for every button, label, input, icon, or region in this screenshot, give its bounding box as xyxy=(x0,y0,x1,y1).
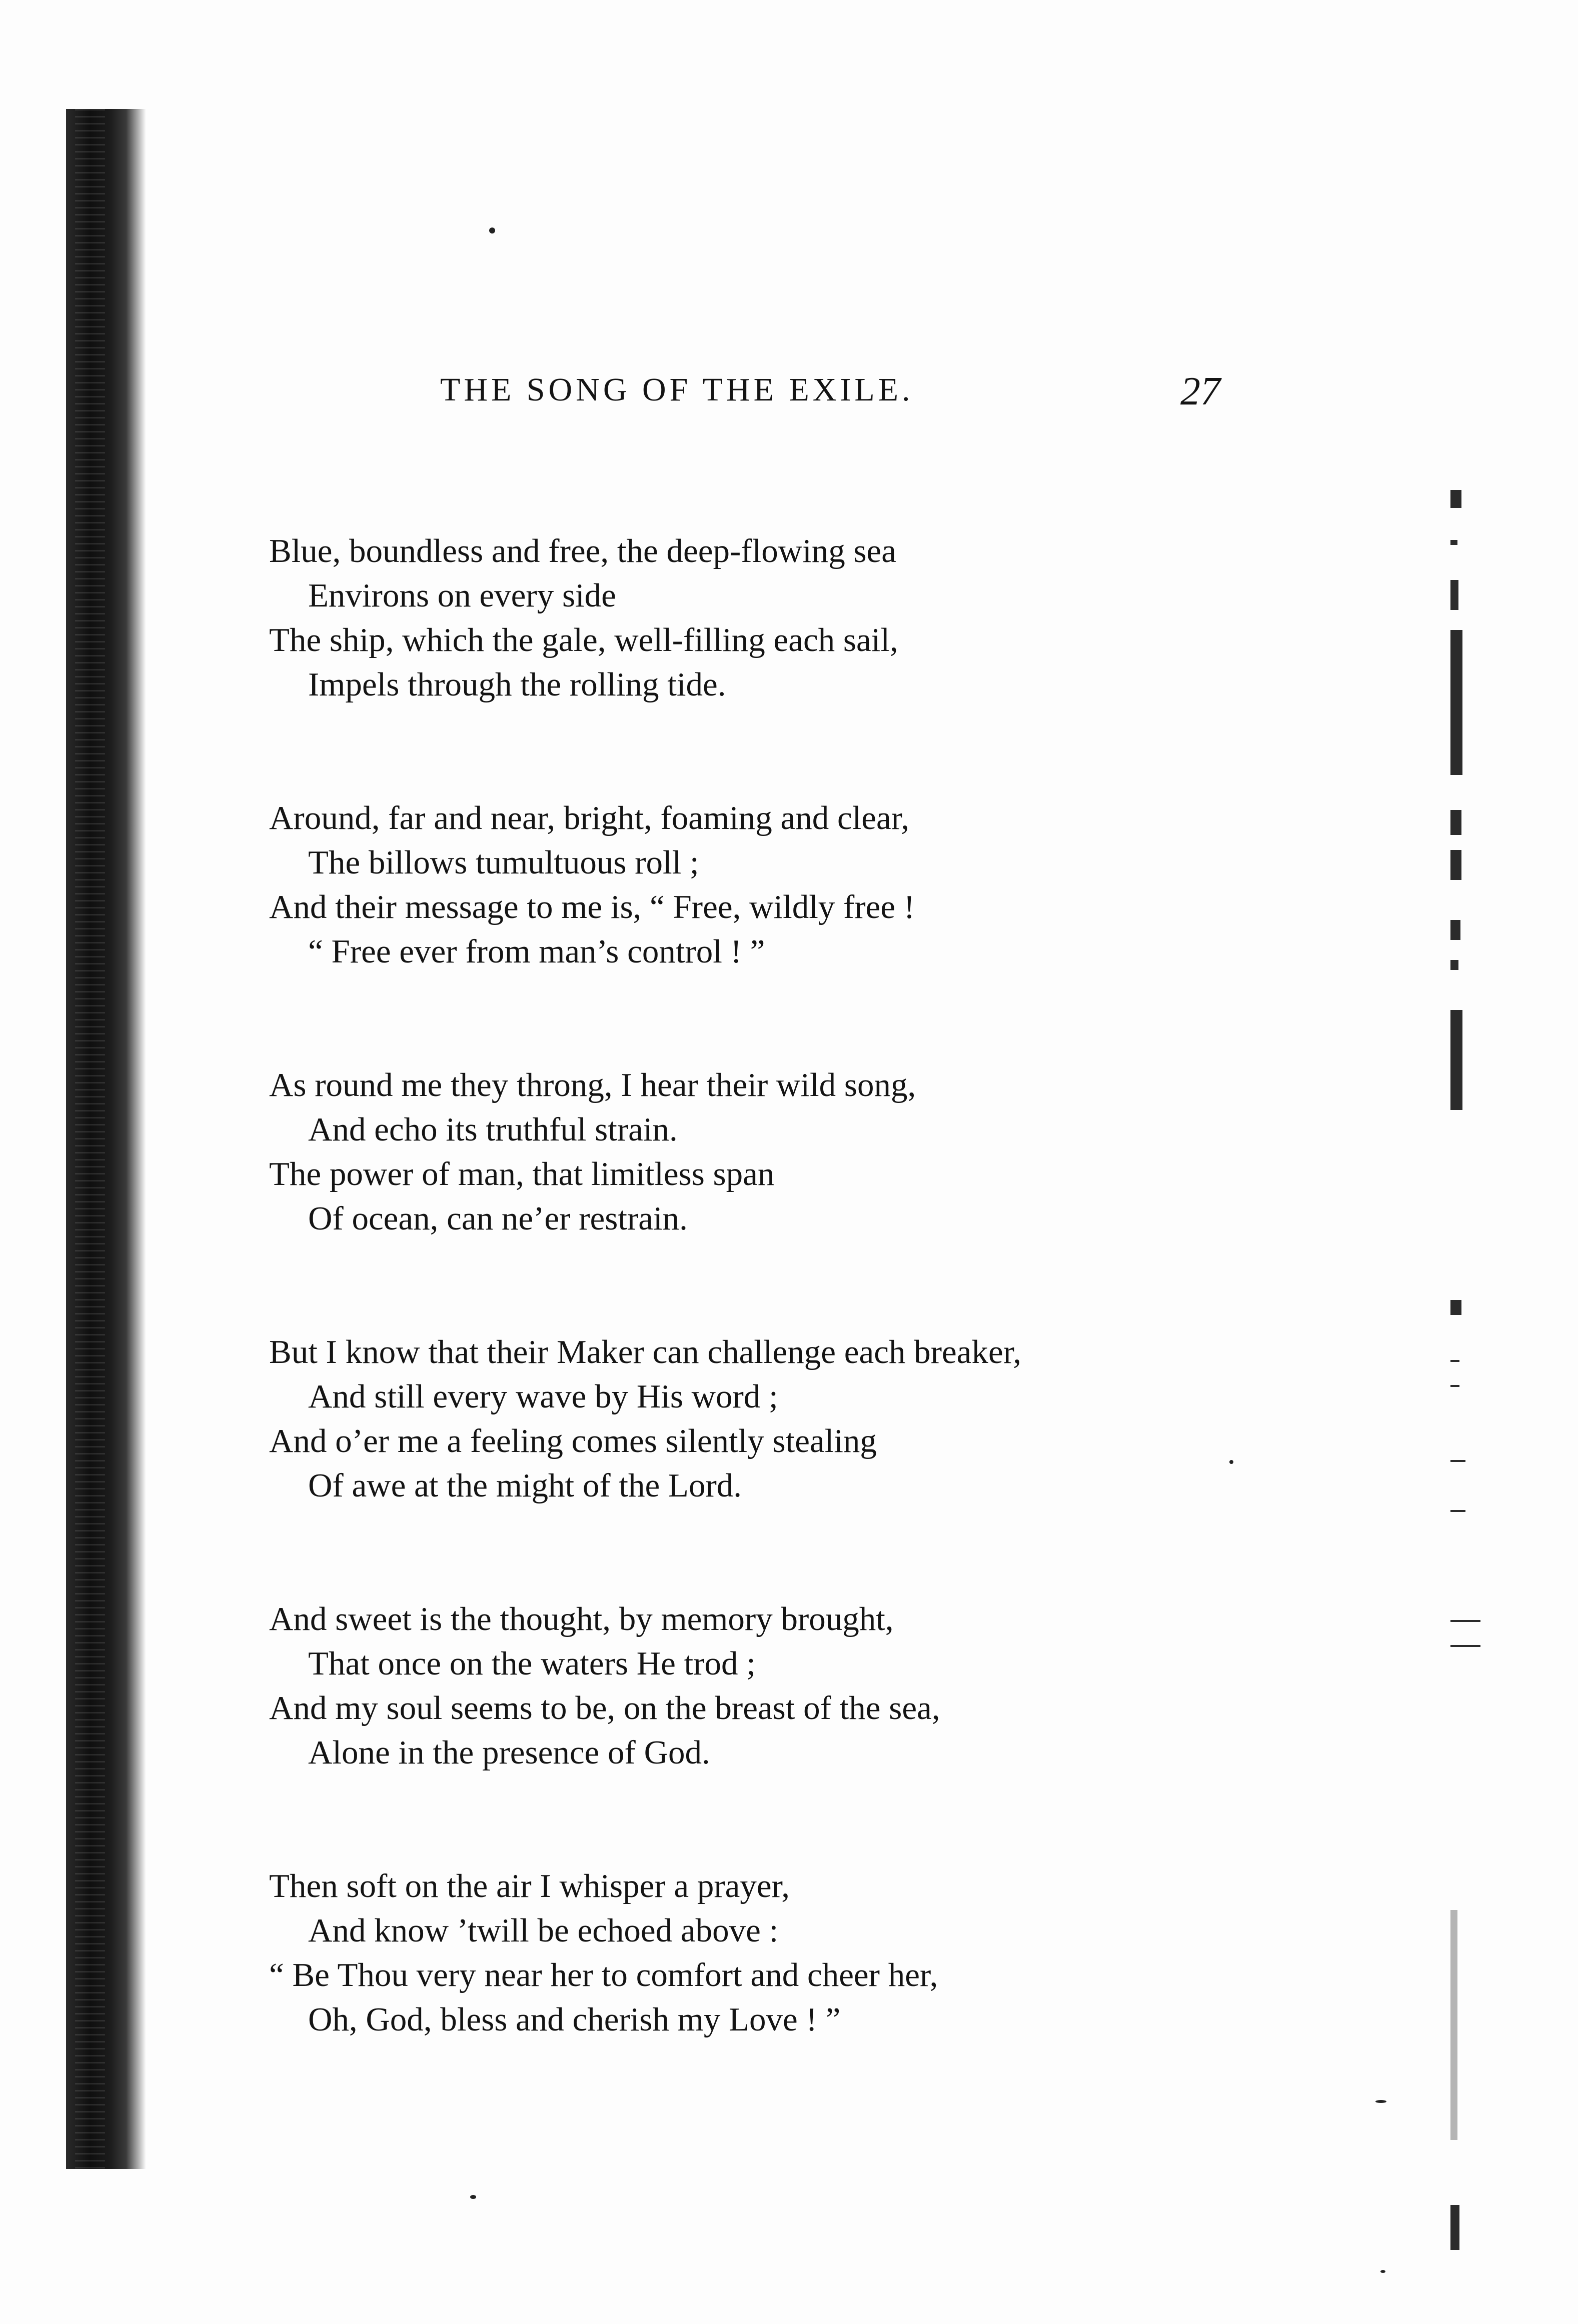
binding-edge-texture xyxy=(75,109,105,2169)
scan-speck xyxy=(489,228,495,234)
stanza-1 xyxy=(269,529,1439,707)
poem-line: Alone in the presence of God. xyxy=(308,1734,710,1771)
stanza-6 xyxy=(269,1864,1439,2042)
poem-line: “ Be Thou very near her to comfort and cheer her, xyxy=(269,1956,938,1994)
poem-line: And their message to me is, “ Free, wildly free ! xyxy=(269,888,915,926)
stanza-4 xyxy=(269,1330,1439,1508)
poem-line: “ Free ever from man’s control ! ” xyxy=(308,933,765,970)
poem-line: Impels through the rolling tide. xyxy=(308,666,726,703)
poem-line: Around, far and near, bright, foaming and clear, xyxy=(269,800,910,836)
poem-line: The ship, which the gale, well-filling each sail, xyxy=(269,622,898,658)
scan-speck xyxy=(1375,2100,1386,2103)
right-edge-artifacts xyxy=(1450,130,1470,2230)
poem xyxy=(269,529,1439,2131)
poem-line: Of awe at the might of the Lord. xyxy=(308,1467,742,1504)
running-head xyxy=(440,371,1220,416)
poem-line: As round me they throng, I hear their wild song, xyxy=(269,1066,916,1104)
running-title: THE SONG OF THE EXILE. xyxy=(440,372,914,408)
stanza-2 xyxy=(269,796,1439,974)
poem-line: And echo its truthful strain. xyxy=(308,1111,678,1148)
poem-line: Blue, boundless and free, the deep-flowing sea xyxy=(269,532,896,570)
poem-line: Of ocean, can ne’er restrain. xyxy=(308,1200,688,1237)
scan-speck xyxy=(470,2195,476,2199)
page-number: 27 xyxy=(1180,370,1220,414)
poem-line: And know ’twill be echoed above : xyxy=(308,1912,779,1949)
stanza-3 xyxy=(269,1063,1439,1241)
poem-line: And sweet is the thought, by memory brought, xyxy=(269,1600,894,1638)
scan-speck xyxy=(1229,1460,1233,1464)
scan-speck xyxy=(1380,2270,1385,2273)
poem-line: Oh, God, bless and cherish my Love ! ” xyxy=(308,2001,841,2038)
poem-line: And o’er me a feeling comes silently stealing xyxy=(269,1422,877,1460)
stanza-5 xyxy=(269,1597,1439,1775)
poem-line: The billows tumultuous roll ; xyxy=(308,844,699,881)
poem-line: That once on the waters He trod ; xyxy=(308,1645,756,1682)
poem-line: But I know that their Maker can challenge each breaker, xyxy=(269,1334,1022,1370)
poem-line: Environs on every side xyxy=(308,577,616,614)
poem-line: Then soft on the air I whisper a prayer, xyxy=(269,1868,790,1904)
poem-line: And my soul seems to be, on the breast of the sea, xyxy=(269,1690,940,1726)
poem-line: And still every wave by His word ; xyxy=(308,1378,778,1415)
poem-line: The power of man, that limitless span xyxy=(269,1156,775,1192)
